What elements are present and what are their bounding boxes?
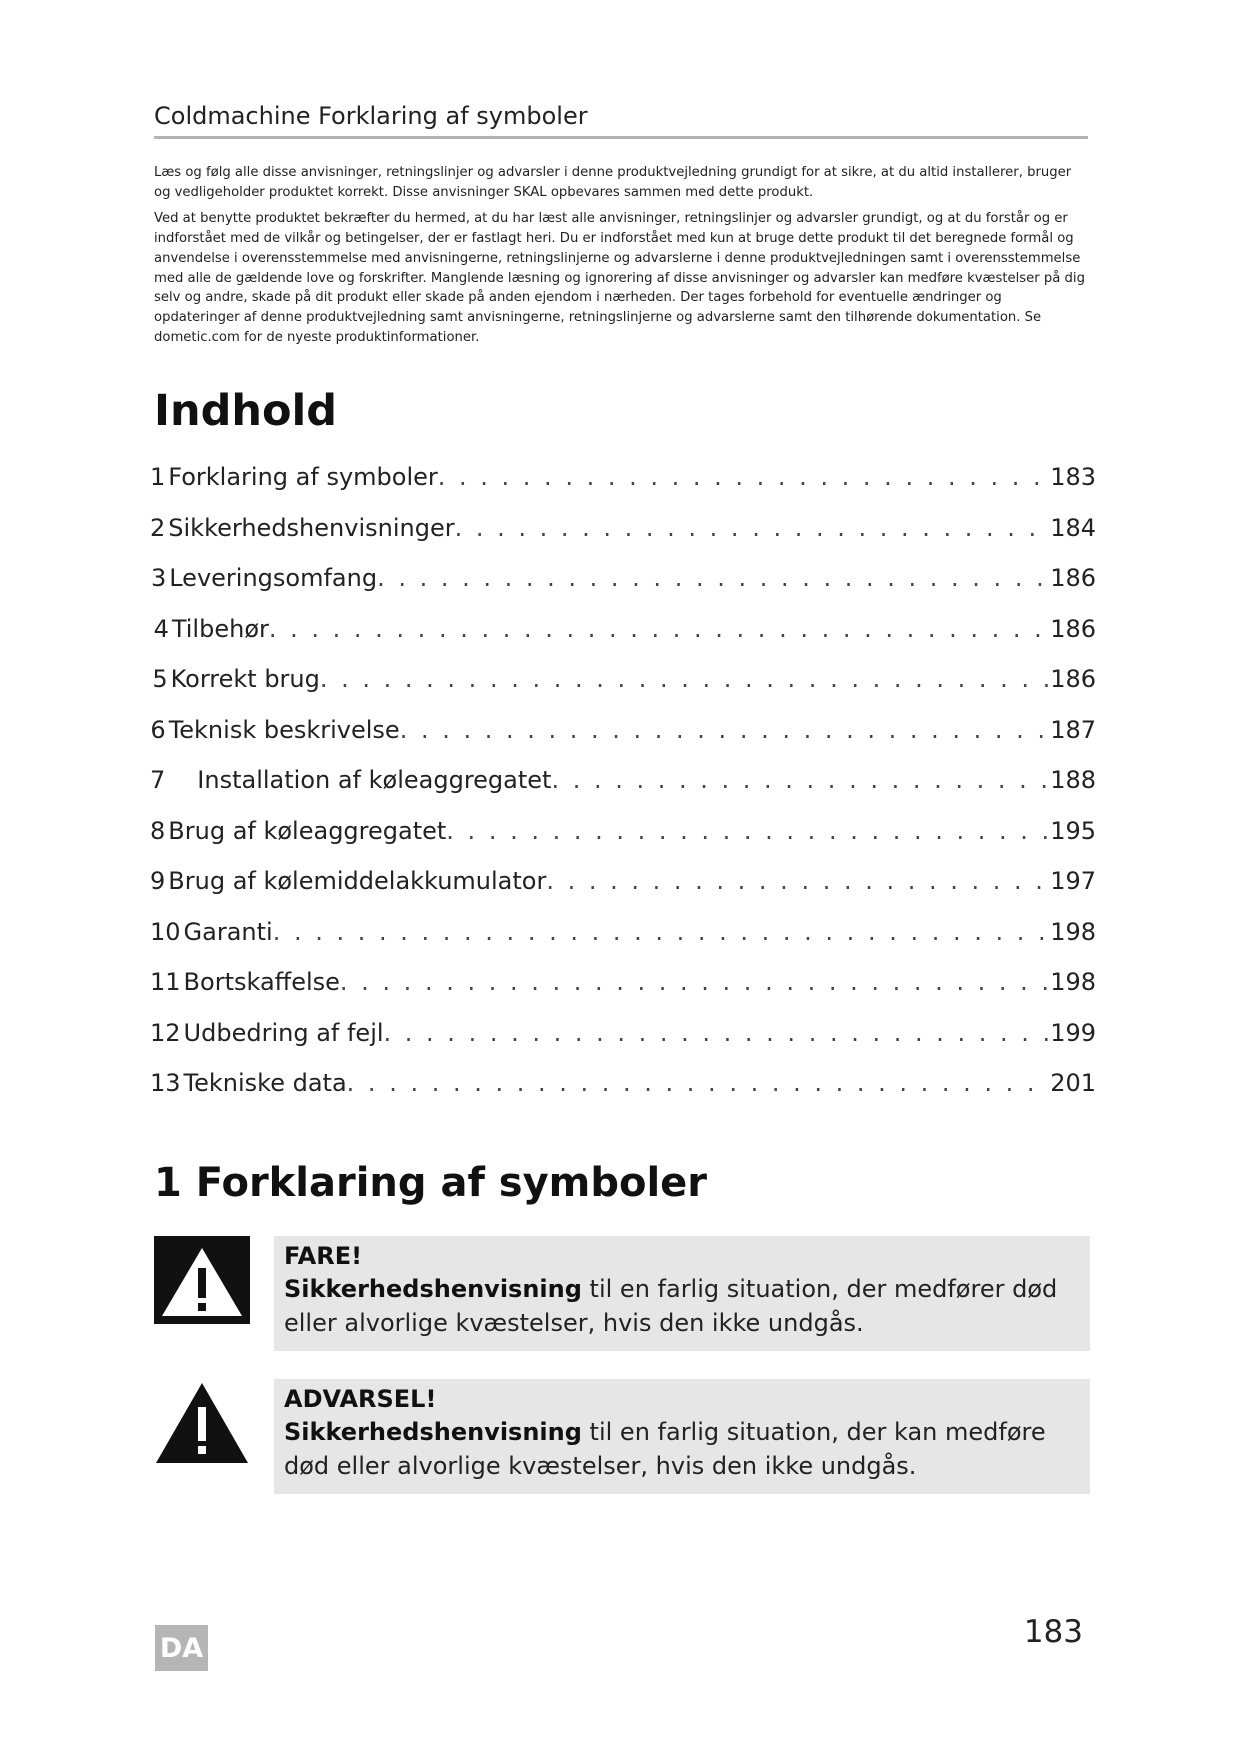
warning-text: [284, 1415, 1080, 1483]
table-of-contents: [150, 452, 1096, 1109]
page-header: [154, 102, 1088, 139]
toc-item[interactable]: [150, 907, 1096, 958]
danger-note-box: [274, 1236, 1090, 1351]
toc-item-label: Installation af køleaggregatet: [197, 766, 552, 795]
warning-text-bold: Sikkerhedshenvisning: [284, 1418, 582, 1446]
toc-item-label: Korrekt brug: [170, 665, 320, 694]
toc-item[interactable]: [150, 1008, 1096, 1059]
intro-text: [154, 163, 1090, 354]
toc-leader: [551, 766, 1050, 794]
danger-icon: [154, 1236, 250, 1324]
toc-item[interactable]: [150, 604, 1096, 655]
danger-text: [284, 1272, 1080, 1340]
toc-item[interactable]: [150, 452, 1096, 503]
toc-item-page: 199: [1050, 1018, 1096, 1047]
warning-note-box: [274, 1379, 1090, 1494]
toc-leader: [384, 1019, 1050, 1047]
toc-item-label: Teknisk beskrivelse: [168, 715, 400, 744]
toc-item-label: Brug af kølemiddelakkumulator: [168, 867, 547, 896]
intro-paragraph-1: Læs og følg alle disse anvisninger, retningslinjer og advarsler i denne produktvejledning grundigt for at sikre, at du altid installerer, bruger og vedligeholder produktet korrekt. Disse anvisninger SKAL opbevares sammen med dette produkt.: [154, 165, 1072, 200]
toc-item-number: 11: [150, 968, 181, 997]
header-title: Coldmachine Forklaring af symboler: [154, 102, 1088, 139]
warning-title: ADVARSEL!: [284, 1385, 437, 1413]
toc-item-page: 184: [1050, 513, 1096, 542]
toc-item-number: 9: [150, 867, 166, 896]
section-heading: 1 Forklaring af symboler: [154, 1160, 708, 1206]
toc-item-label: Brug af køleaggregatet: [168, 816, 447, 845]
danger-text-body: til en farlig situation, der medfører død eller alvorlige kvæstelser, hvis den ikke undgås.: [284, 1275, 1058, 1337]
toc-item-page: 188: [1050, 766, 1096, 795]
toc-item[interactable]: [150, 1058, 1096, 1109]
toc-item-number: 7: [150, 766, 166, 795]
toc-item-label: Bortskaffelse: [183, 968, 340, 997]
toc-item-number: 8: [150, 816, 166, 845]
toc-item-page: 197: [1050, 867, 1096, 896]
danger-title: FARE!: [284, 1242, 363, 1270]
toc-item-page: 198: [1050, 968, 1096, 997]
toc-heading: Indhold: [154, 386, 338, 436]
toc-item-number: 6: [150, 715, 166, 744]
toc-item-label: Udbedring af fejl: [183, 1018, 384, 1047]
toc-leader: [400, 716, 1050, 744]
toc-leader: [455, 514, 1050, 542]
toc-item[interactable]: [150, 705, 1096, 756]
toc-item[interactable]: [150, 553, 1096, 604]
toc-item-label: Garanti: [183, 917, 273, 946]
page-number: 183: [1023, 1614, 1083, 1650]
toc-leader: [377, 564, 1050, 592]
toc-item[interactable]: [150, 755, 1096, 806]
toc-item-label: Tilbehør: [171, 614, 269, 643]
toc-leader: [273, 918, 1050, 946]
toc-item-label: Forklaring af symboler: [168, 463, 438, 492]
toc-item-page: 186: [1050, 614, 1096, 643]
toc-item-label: Tekniske data: [183, 1069, 347, 1098]
toc-item-number: 2: [150, 513, 166, 542]
toc-item-number: 13: [150, 1069, 181, 1098]
toc-item[interactable]: [150, 654, 1096, 705]
toc-leader: [546, 867, 1050, 895]
toc-item-label: Sikkerhedshenvisninger: [168, 513, 455, 542]
toc-item-number: 3: [150, 564, 167, 593]
toc-item-page: 195: [1050, 816, 1096, 845]
toc-leader: [438, 463, 1050, 491]
toc-item[interactable]: [150, 503, 1096, 554]
toc-item-label: Leveringsomfang: [169, 564, 378, 593]
language-badge: DA: [155, 1625, 208, 1671]
toc-leader: [269, 615, 1050, 643]
intro-paragraph-2: Ved at benytte produktet bekræfter du hermed, at du har læst alle anvisninger, retningslinjer og advarsler grundigt, og at du forstår og er indforstået med de vilkår og betingelser, der er fastlagt heri. Du er indforstået med kun at bruge dette produkt til det beregnede formål og anvendelse i overensstemmelse med anvisningerne, retningslinjerne og advarslerne i denne produktvejledningen samt i overensstemmelse med alle de gældende love og forskrifter. Manglende læsning og ignorering af disse anvisninger og advarsler kan medføre kvæstelser på dig selv og andre, skade på dit produkt eller skade på anden ejendom i nærheden. Der tages forbehold for eventuelle ændringer og opdateringer af denne produktvejledning samt anvisningerne, retningslinjerne og advarslerne samt den tilhørende dokumentation. Se dometic.com for de nyeste produktinformationer.: [154, 211, 1085, 345]
toc-item-page: 186: [1050, 665, 1096, 694]
toc-leader: [446, 817, 1050, 845]
toc-item-page: 201: [1050, 1069, 1096, 1098]
toc-item-page: 198: [1050, 917, 1096, 946]
toc-leader: [340, 968, 1050, 996]
danger-text-bold: Sikkerhedshenvisning: [284, 1275, 582, 1303]
warning-icon: [154, 1379, 250, 1467]
toc-leader: [347, 1069, 1050, 1097]
toc-item[interactable]: [150, 856, 1096, 907]
toc-leader: [320, 665, 1050, 693]
toc-item-number: 5: [152, 665, 168, 694]
toc-item-page: 186: [1050, 564, 1096, 593]
warning-text-body: til en farlig situation, der kan medføre død eller alvorlige kvæstelser, hvis den ikke undgås.: [284, 1418, 1046, 1480]
toc-item-number: 12: [150, 1018, 181, 1047]
toc-item-number: 10: [150, 917, 181, 946]
toc-item-page: 187: [1050, 715, 1096, 744]
toc-item[interactable]: [150, 957, 1096, 1008]
toc-item[interactable]: [150, 806, 1096, 857]
toc-item-number: 4: [153, 614, 169, 643]
toc-item-number: 1: [150, 463, 166, 492]
toc-item-page: 183: [1050, 463, 1096, 492]
